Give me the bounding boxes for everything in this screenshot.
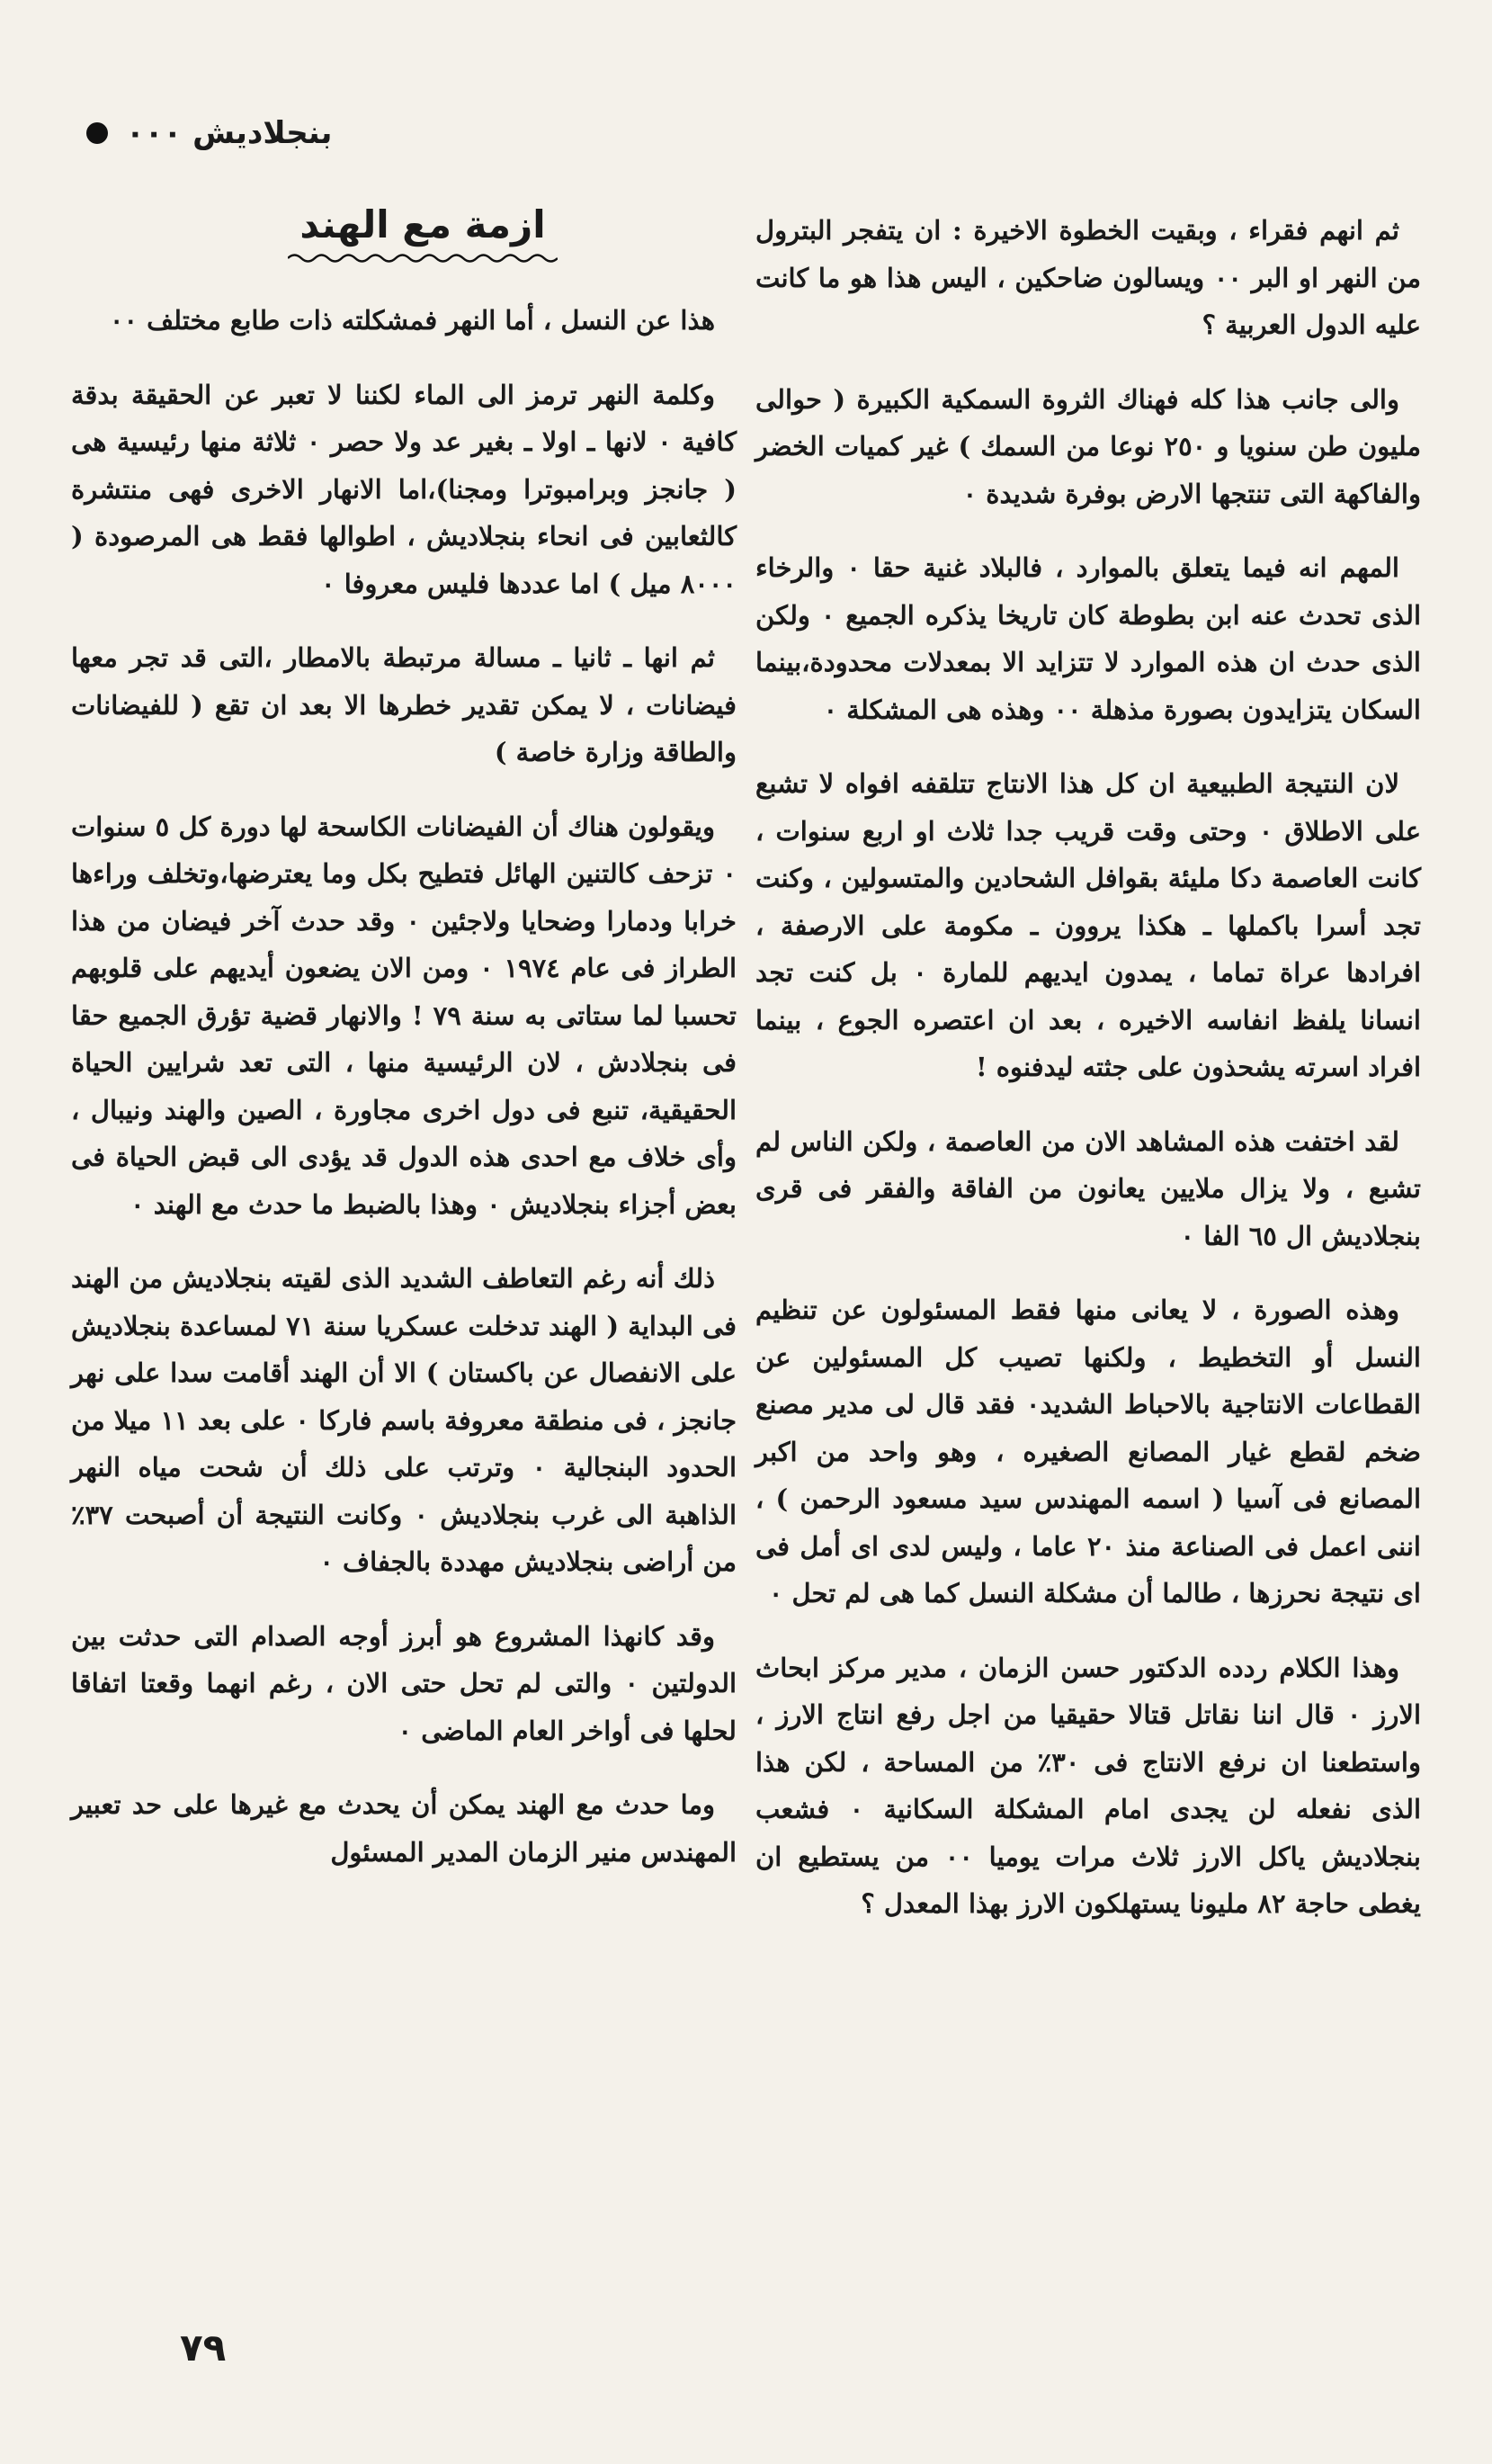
paragraph: هذا عن النسل ، أما النهر فمشكلته ذات طابع مختلف ٠٠ [109, 305, 715, 336]
paragraph: ثم انها ـ ثانيا ـ مسالة مرتبطة بالامطار ،التى قد تجر معها فيضانات ، لا يمكن تقدير خطرها الا بعد ان تقع ( للفيضانات والطاقة وزارة خاصة ) [71, 642, 737, 767]
left-column [71, 297, 737, 1903]
paragraph: ويقولون هناك أن الفيضانات الكاسحة لها دورة كل ٥ سنوات ٠ تزحف كالتنين الهائل فتطيح بكل وما يعترضها،وتخلف وراءها خرابا ودمارا وضحايا ولاجئين ٠ وقد حدث آخر فيضان من هذا الطراز فى عام ١٩٧٤ ٠ ومن الان يضعون أيديهم على قلوبهم تحسبا لما ستاتى به سنة ٧٩ ! والانهار قضية تؤرق الجميع حقا فى بنجلادش ، لان الرئيسية منها ، التى تعد شرايين الحياة الحقيقية، تنبع فى دول اخرى مجاورة ، الصين والهند ونيبال ، وأى خلاف مع احدى هذه الدول قد يؤدى الى قبض الحياة فى بعض أجزاء بنجلاديش ٠ وهذا بالضبط ما حدث مع الهند ٠ [71, 811, 737, 1220]
paragraph: ثم انهم فقراء ، وبقيت الخطوة الاخيرة : ان يتفجر البترول من النهر او البر ٠٠ ويسالون ضاحكين ، اليس هذا هو ما كانت عليه الدول العربية ؟ [755, 215, 1421, 340]
section-title-text: ازمة مع الهند [299, 202, 546, 246]
paragraph: وهذا الكلام ردده الدكتور حسن الزمان ، مدير مركز ابحاث الارز ٠ قال اننا نقاتل قتالا حقيقيا من اجل رفع انتاج الارز ، واستطعنا ان نرفع الانتاج فى ٣٠٪ من المساحة ، لكن هذا الذى نفعله لن يجدى امام المشكلة السكانية ٠ فشعب بنجلاديش ياكل الارز ثلاث مرات يوميا ٠٠ من يستطيع ان يغطى حاجة ٨٢ مليونا يستهلكون الارز بهذا المعدل ؟ [755, 1652, 1422, 1919]
paragraph: وكلمة النهر ترمز الى الماء لكننا لا تعبر عن الحقيقة بدقة كافية ٠ لانها ـ اولا ـ بغير عد ولا حصر ٠ ثلاثة منها رئيسية هى ( جانجز وبرامبوترا ومجنا)،اما الانهار الاخرى فهى منتشرة كالثعابين فى انحاء بنجلاديش ، اطوالها فقط هى المرصودة ( ٨٠٠٠ ميل ) اما عددها فليس معروفا ٠ [71, 379, 737, 599]
right-column [755, 207, 1421, 1955]
paragraph: لان النتيجة الطبيعية ان كل هذا الانتاج تتلقفه افواه لا تشبع على الاطلاق ٠ وحتى وقت قريب جدا ثلاث او اربع سنوات ، كانت العاصمة دكا مليئة بقوافل الشحادين والمتسولين ، وكنت تجد أسرا باكملها ـ هكذا يروون ـ مكومة على الارصفة ، افرادها عراة تماما ، يمدون ايديهم للمارة ٠ بل كنت تجد انسانا يلفظ انفاسه الاخيره ، بعد ان اعتصره الجوع ، بينما افراد اسرته يشحذون على جثته ليدفنوه ! [755, 768, 1422, 1082]
running-header [86, 115, 332, 151]
paragraph: وهذه الصورة ، لا يعانى منها فقط المسئولون عن تنظيم النسل أو التخطيط ، ولكنها تصيب كل المسئولين عن القطاعات الانتاجية بالاحباط الشديد٠ فقد قال لى مدير مصنع ضخم لقطع غيار المصانع الصغيره ، وهو واحد من اكبر المصانع فى آسيا ( اسمه المهندس سيد مسعود الرحمن ) ، اننى اعمل فى الصناعة منذ ٢٠ عاما ، وليس لدى اى أمل فى اى نتيجة نحرزها ، طالما أن مشكلة النسل كما هى لم تحل ٠ [755, 1295, 1421, 1608]
page-number: ٧٩ [180, 2325, 227, 2370]
paragraph: وما حدث مع الهند يمكن أن يحدث مع غيرها على حد تعبير المهندس منير الزمان المدير المسئول [71, 1789, 737, 1868]
paragraph: وقد كانهذا المشروع هو أبرز أوجه الصدام التى حدثت بين الدولتين ٠ والتى لم تحل حتى الان ، رغم انهما وقعتا اتفاقا لحلها فى أواخر العام الماضى ٠ [71, 1620, 737, 1746]
wavy-underline-icon [288, 252, 558, 264]
paragraph: لقد اختفت هذه المشاهد الان من العاصمة ، ولكن الناس لم تشبع ، ولا يزال ملايين يعانون من الفاقة والفقر فى قرى بنجلاديش ال ٦٥ الفا ٠ [755, 1125, 1421, 1251]
bullet-icon [86, 122, 108, 144]
paragraph: المهم انه فيما يتعلق بالموارد ، فالبلاد غنية حقا ٠ والرخاء الذى تحدث عنه ابن بطوطة كان تاريخا يذكره الجميع ٠ ولكن الذى حدث ان هذه الموارد لا تتزايد الا بمعدلات محدودة،بينما السكان يتزايدون بصورة مذهلة ٠٠ وهذه هى المشكلة ٠ [755, 552, 1422, 725]
section-title [198, 202, 648, 264]
header-label: بنجلاديش ٠٠٠ [126, 115, 333, 151]
paragraph: ذلك أنه رغم التعاطف الشديد الذى لقيته بنجلاديش من الهند فى البداية ( الهند تدخلت عسكريا سنة ٧١ لمساعدة بنجلاديش على الانفصال عن باكستان ) الا أن الهند أقامت سدا على نهر جانجز ، فى منطقة معروفة باسم فاركا ٠ على بعد ١١ ميلا من الحدود البنجالية ٠ وترتب على ذلك أن شحت مياه النهر الذاهبة الى غرب بنجلاديش ٠ وكانت النتيجة أن أصبحت ٣٧٪ من أراضى بنجلاديش مهددة بالجفاف ٠ [71, 1263, 737, 1577]
paragraph: والى جانب هذا كله فهناك الثروة السمكية الكبيرة ( حوالى مليون طن سنويا و ٢٥٠ نوعا من السمك ) غير كميات الخضر والفاكهة التى تنتجها الارض بوفرة شديدة ٠ [755, 383, 1421, 509]
